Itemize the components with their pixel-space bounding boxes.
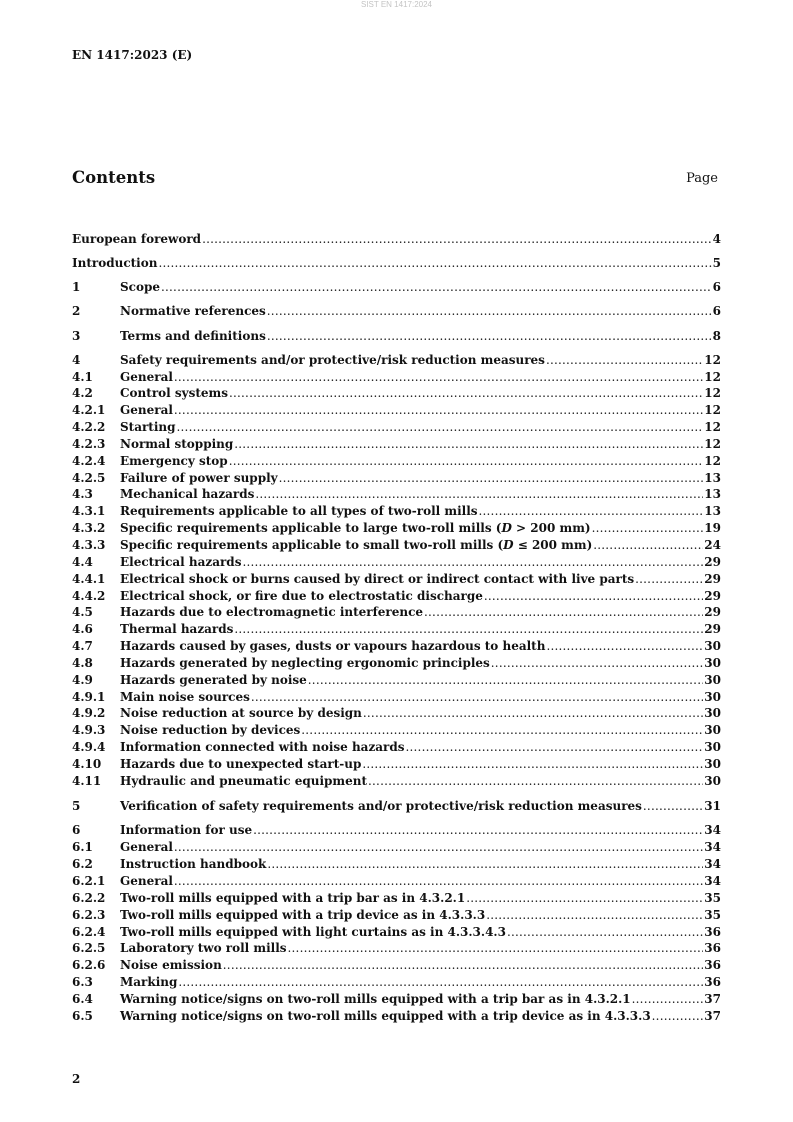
toc-entry[interactable] — [72, 672, 721, 689]
toc-section-number: 4.9 — [72, 672, 93, 687]
toc-section-number: 6.2.4 — [72, 924, 106, 939]
toc-section-number: 4.2.4 — [72, 453, 106, 468]
toc-entry[interactable] — [72, 520, 721, 537]
toc-dot-leader — [643, 798, 703, 815]
toc-page-number: 34 — [704, 874, 721, 889]
toc-entry[interactable] — [72, 773, 721, 790]
toc-section-title: General — [120, 874, 173, 889]
toc-page-number: 12 — [704, 352, 721, 367]
toc-entry[interactable] — [72, 303, 721, 320]
toc-section-number: 4.5 — [72, 605, 93, 620]
toc-entry[interactable] — [72, 822, 721, 839]
toc-section-title: Noise reduction at source by design — [120, 706, 362, 721]
toc-entry[interactable] — [72, 255, 721, 272]
toc-section-title: Scope — [120, 280, 161, 295]
toc-dot-leader — [251, 689, 703, 706]
toc-entry[interactable] — [72, 890, 721, 907]
toc-entry[interactable] — [72, 907, 721, 924]
toc-entry[interactable] — [72, 453, 721, 470]
toc-entry[interactable] — [72, 839, 721, 856]
toc-dot-leader — [406, 739, 704, 756]
toc-section-number: 6.2.6 — [72, 958, 106, 973]
toc-dot-leader — [362, 756, 703, 773]
toc-section-title: Normal stopping — [120, 436, 234, 451]
toc-section-number: 6.4 — [72, 991, 93, 1006]
toc-section-number: 4.4.1 — [72, 571, 106, 586]
toc-page-number: 29 — [704, 554, 721, 569]
toc-section-title: Warning notice/signs on two-roll mills equipped with a trip bar as in 4.3.2.1 — [120, 991, 631, 1006]
toc-section-title: Hazards caused by gases, dusts or vapours hazardous to health — [120, 639, 546, 654]
toc-page-number: 30 — [704, 706, 721, 721]
toc-dot-leader — [174, 402, 703, 419]
toc-dot-leader — [234, 621, 703, 638]
toc-entry[interactable] — [72, 486, 721, 503]
toc-page-number: 35 — [704, 907, 721, 922]
toc-section-number: 4.2.5 — [72, 470, 106, 485]
toc-section-number: 4.10 — [72, 756, 102, 771]
toc-section-number: 4.3.1 — [72, 504, 106, 519]
toc-section-number: 4.2.2 — [72, 420, 106, 435]
toc-section-title: Laboratory two roll mills — [120, 941, 287, 956]
toc-dot-leader — [234, 436, 703, 453]
toc-dot-leader — [593, 537, 703, 554]
toc-page-number: 12 — [704, 436, 721, 451]
toc-page-number: 34 — [704, 857, 721, 872]
toc-page-number: 24 — [704, 537, 721, 552]
toc-section-number: 4.2.3 — [72, 436, 106, 451]
toc-section-number: 4.1 — [72, 369, 93, 384]
toc-section-title: Specific requirements applicable to large two-roll mills (D > 200 mm) — [120, 521, 591, 536]
toc-section-title: Information connected with noise hazards — [120, 740, 405, 755]
toc-page-number: 34 — [704, 840, 721, 855]
toc-dot-leader — [229, 385, 703, 402]
toc-entry[interactable] — [72, 621, 721, 638]
watermark: SIST EN 1417:2024 — [360, 0, 432, 9]
toc-section-title: Mechanical hazards — [120, 487, 255, 502]
toc-dot-leader — [546, 352, 703, 369]
toc-section-title: General — [120, 403, 173, 418]
toc-entry[interactable] — [72, 436, 721, 453]
toc-section-title: Safety requirements and/or protective/risk reduction measures — [120, 352, 545, 367]
toc-page-number: 13 — [704, 487, 721, 502]
toc-dot-leader — [592, 520, 704, 537]
toc-dot-leader — [507, 924, 703, 941]
toc-entry[interactable] — [72, 352, 721, 369]
toc-dot-leader — [288, 940, 704, 957]
toc-entry[interactable] — [72, 924, 721, 941]
toc-page-number: 30 — [704, 756, 721, 771]
toc-section-number: 4.3.2 — [72, 521, 106, 536]
toc-section-number: 4.11 — [72, 773, 102, 788]
toc-page-number: 29 — [704, 622, 721, 637]
toc-page-number: 4 — [712, 232, 721, 246]
toc-entry[interactable] — [72, 689, 721, 706]
toc-section-title: General — [120, 840, 173, 855]
toc-page-number: 34 — [704, 823, 721, 838]
toc-page-number: 37 — [704, 1008, 721, 1023]
toc-dot-leader — [174, 839, 703, 856]
toc-section-title: Hazards generated by neglecting ergonomic principles — [120, 655, 490, 670]
toc-dot-leader — [223, 957, 704, 974]
toc-page-number: 30 — [704, 773, 721, 788]
toc-section-number: 6.5 — [72, 1008, 93, 1023]
toc-dot-leader — [255, 486, 703, 503]
toc-dot-leader — [158, 255, 711, 272]
toc-page-number: 12 — [704, 420, 721, 435]
contents-heading: Contents — [72, 168, 156, 187]
toc-dot-leader — [253, 822, 703, 839]
toc-section-title: Hydraulic and pneumatic equipment — [120, 773, 368, 788]
toc-section-number: 4.3.3 — [72, 537, 106, 552]
toc-section-number: 6.2.1 — [72, 874, 106, 889]
toc-page-number: 12 — [704, 403, 721, 418]
toc-dot-leader — [202, 231, 712, 248]
toc-section-number: 6.2 — [72, 857, 93, 872]
toc-dot-leader — [424, 604, 703, 621]
toc-section-title: Two-roll mills equipped with a trip bar as in 4.3.2.1 — [120, 890, 466, 905]
toc-section-number: 4.4 — [72, 554, 93, 569]
toc-section-title: Two-roll mills equipped with light curtains as in 4.3.3.4.3 — [120, 924, 506, 939]
toc-dot-leader — [161, 279, 712, 296]
toc-section-title: Information for use — [120, 823, 253, 838]
toc-dot-leader — [308, 672, 704, 689]
toc-dot-leader — [174, 873, 703, 890]
toc-page-number: 30 — [704, 655, 721, 670]
toc-section-number: 6.2.3 — [72, 907, 106, 922]
toc-page-number: 29 — [704, 588, 721, 603]
toc-page-number: 19 — [704, 521, 721, 536]
toc-section-number: 4.9.3 — [72, 723, 106, 738]
toc-entry[interactable] — [72, 419, 721, 436]
toc-section-number: 4.2.1 — [72, 403, 106, 418]
toc-section-title: Terms and definitions — [120, 328, 266, 343]
toc-entry[interactable] — [72, 873, 721, 890]
toc-section-title: Two-roll mills equipped with a trip device as in 4.3.3.3 — [120, 907, 486, 922]
toc-page-number: 36 — [704, 941, 721, 956]
toc-section-title: Emergency stop — [120, 453, 228, 468]
toc-section-title: Hazards generated by noise — [120, 672, 307, 687]
toc-section-number: 6.3 — [72, 975, 93, 990]
toc-section-title: Electrical hazards — [120, 554, 242, 569]
toc-section-title: Introduction — [72, 256, 158, 271]
toc-dot-leader — [229, 453, 704, 470]
toc-entry[interactable] — [72, 537, 721, 554]
footer-page-number: 2 — [72, 1072, 81, 1086]
toc-dot-leader — [466, 890, 703, 907]
toc-section-title: Control systems — [120, 386, 228, 401]
toc-entry[interactable] — [72, 604, 721, 621]
toc-section-title: Main noise sources — [120, 689, 250, 704]
toc-entry[interactable] — [72, 991, 721, 1008]
toc-section-number: 4 — [72, 352, 81, 367]
toc-entry[interactable] — [72, 503, 721, 520]
toc-dot-leader — [491, 655, 704, 672]
toc-page-number: 6 — [712, 280, 721, 295]
toc-page-number: 35 — [704, 890, 721, 905]
toc-dot-leader — [486, 907, 703, 924]
toc-dot-leader — [174, 369, 703, 386]
toc-page-number: 36 — [704, 958, 721, 973]
toc-entry[interactable] — [72, 369, 721, 386]
toc-dot-leader — [267, 303, 712, 320]
toc-entry[interactable] — [72, 385, 721, 402]
toc-dot-leader — [479, 503, 704, 520]
toc-page-number: 30 — [704, 689, 721, 704]
toc-dot-leader — [632, 991, 704, 1008]
toc-section-number: 6.2.2 — [72, 890, 106, 905]
document-identifier: EN 1417:2023 (E) — [72, 48, 193, 62]
toc-dot-leader — [178, 974, 703, 991]
toc-section-title: Thermal hazards — [120, 622, 234, 637]
toc-section-number: 1 — [72, 280, 81, 295]
toc-section-title: Noise emission — [120, 958, 222, 973]
toc-dot-leader — [242, 554, 703, 571]
toc-entry[interactable] — [72, 588, 721, 605]
toc-entry[interactable] — [72, 638, 721, 655]
toc-section-title: Marking — [120, 975, 178, 990]
toc-dot-leader — [177, 419, 704, 436]
toc-page-number: 12 — [704, 453, 721, 468]
toc-section-number: 6.1 — [72, 840, 93, 855]
toc-section-number: 4.9.1 — [72, 689, 106, 704]
toc-section-number: 4.8 — [72, 655, 93, 670]
toc-entry[interactable] — [72, 798, 721, 815]
toc-section-number: 4.2 — [72, 386, 93, 401]
toc-entry[interactable] — [72, 554, 721, 571]
toc-page-number: 37 — [704, 991, 721, 1006]
toc-entry[interactable] — [72, 470, 721, 487]
toc-section-title: Hazards due to electromagnetic interference — [120, 605, 424, 620]
toc-section-number: 4.9.4 — [72, 740, 106, 755]
toc-section-number: 4.3 — [72, 487, 93, 502]
toc-page-number: 30 — [704, 740, 721, 755]
toc-section-number: 4.9.2 — [72, 706, 106, 721]
toc-section-number: 5 — [72, 798, 81, 813]
toc-page-number: 12 — [704, 369, 721, 384]
toc-dot-leader — [484, 588, 703, 605]
toc-section-title: Electrical shock or burns caused by direct or indirect contact with live parts — [120, 571, 635, 586]
toc-section-title: Failure of power supply — [120, 470, 278, 485]
page-column-label: Page — [686, 171, 718, 186]
toc-page-number: 30 — [704, 723, 721, 738]
toc-entry[interactable] — [72, 705, 721, 722]
toc-section-number: 4.6 — [72, 622, 93, 637]
toc-entry[interactable] — [72, 1008, 721, 1025]
toc-section-title: European foreword — [72, 232, 202, 246]
toc-dot-leader — [635, 571, 703, 588]
toc-page-number: 36 — [704, 924, 721, 939]
toc-page-number: 12 — [704, 386, 721, 401]
toc-entry[interactable] — [72, 739, 721, 756]
toc-page-number: 13 — [704, 504, 721, 519]
toc-dot-leader — [267, 856, 703, 873]
toc-page-number: 31 — [704, 798, 721, 813]
toc-section-title: Starting — [120, 420, 176, 435]
toc-section-number: 2 — [72, 304, 81, 319]
toc-section-number: 6.2.5 — [72, 941, 106, 956]
toc-section-number: 6 — [72, 823, 81, 838]
toc-entry[interactable] — [72, 328, 721, 345]
toc-page-number: 29 — [704, 605, 721, 620]
toc-section-number: 4.4.2 — [72, 588, 106, 603]
toc-entry[interactable] — [72, 279, 721, 296]
toc-entry[interactable] — [72, 402, 721, 419]
toc-page-number: 8 — [712, 328, 721, 343]
table-of-contents — [72, 231, 721, 1025]
toc-dot-leader — [279, 470, 704, 487]
toc-page-number: 6 — [712, 304, 721, 319]
toc-dot-leader — [546, 638, 703, 655]
toc-page-number: 30 — [704, 672, 721, 687]
toc-entry[interactable] — [72, 940, 721, 957]
toc-page-number: 36 — [704, 975, 721, 990]
toc-section-title: Warning notice/signs on two-roll mills equipped with a trip device as in 4.3.3.3 — [120, 1008, 651, 1023]
toc-entry[interactable] — [72, 957, 721, 974]
toc-section-title: Requirements applicable to all types of two-roll mills — [120, 504, 478, 519]
toc-section-title: Electrical shock, or fire due to electrostatic discharge — [120, 588, 483, 603]
toc-section-title: Noise reduction by devices — [120, 723, 301, 738]
toc-entry[interactable] — [72, 856, 721, 873]
toc-dot-leader — [301, 722, 703, 739]
toc-section-title: Specific requirements applicable to small two-roll mills (D ≤ 200 mm) — [120, 537, 593, 552]
toc-entry[interactable] — [72, 722, 721, 739]
toc-page-number: 13 — [704, 470, 721, 485]
toc-entry[interactable] — [72, 974, 721, 991]
toc-dot-leader — [267, 328, 712, 345]
toc-page-number: 29 — [704, 571, 721, 586]
toc-section-title: Normative references — [120, 304, 266, 319]
toc-page-number: 5 — [712, 256, 721, 271]
toc-section-title: General — [120, 369, 173, 384]
toc-section-title: Instruction handbook — [120, 857, 267, 872]
toc-entry[interactable] — [72, 571, 721, 588]
toc-entry[interactable] — [72, 756, 721, 773]
toc-dot-leader — [368, 773, 703, 790]
toc-section-number: 3 — [72, 328, 81, 343]
toc-page-number: 30 — [704, 639, 721, 654]
toc-entry[interactable] — [72, 655, 721, 672]
toc-entry[interactable] — [72, 231, 721, 248]
toc-dot-leader — [363, 705, 703, 722]
toc-section-title: Verification of safety requirements and/or protective/risk reduction measures — [120, 798, 642, 813]
toc-section-title: Hazards due to unexpected start-up — [120, 756, 362, 771]
toc-dot-leader — [652, 1008, 704, 1025]
toc-section-number: 4.7 — [72, 639, 93, 654]
